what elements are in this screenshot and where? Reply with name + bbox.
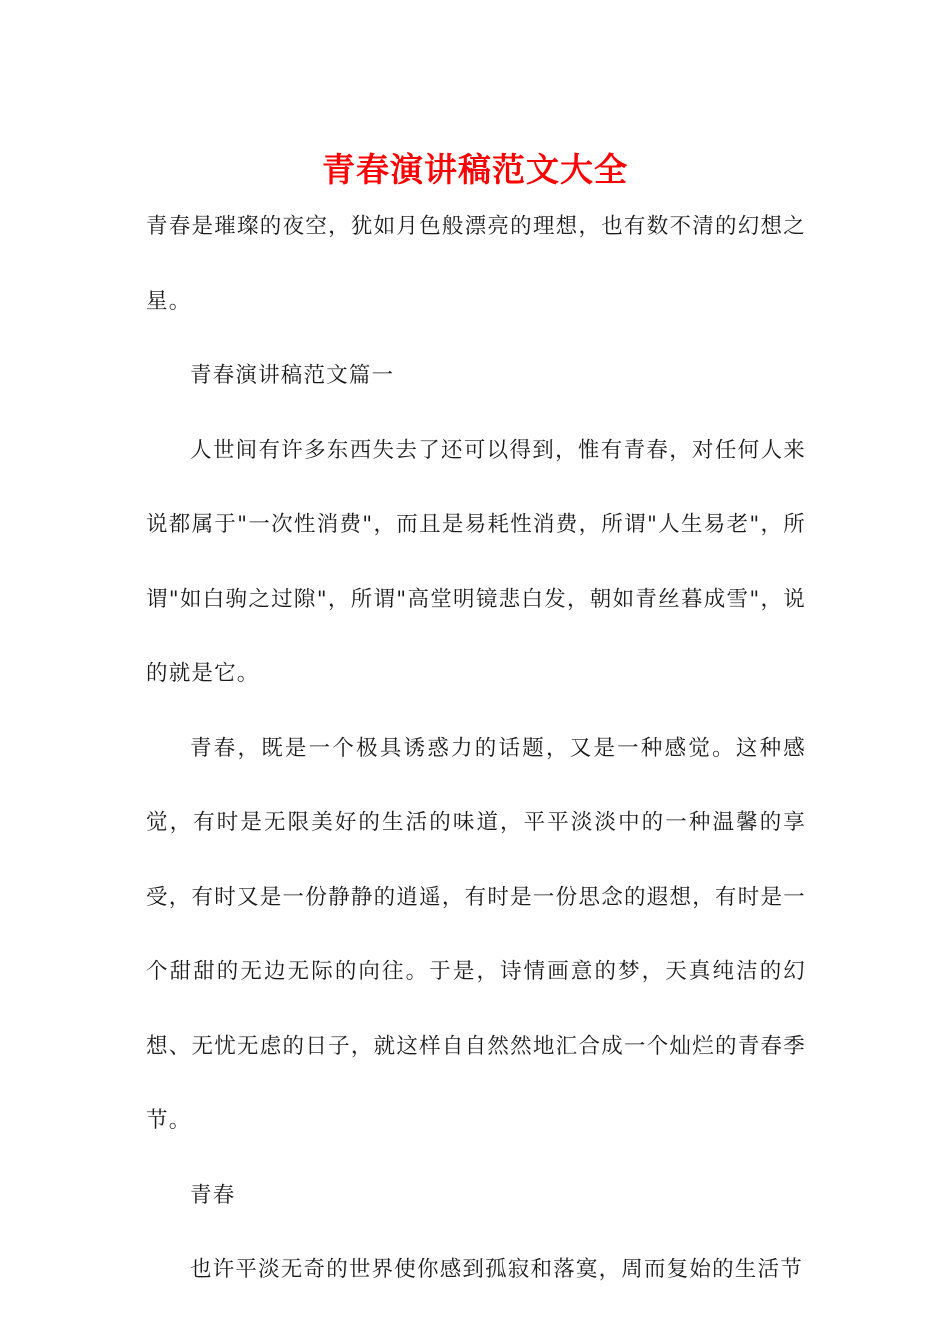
intro-paragraph: 青春是璀璨的夜空，犹如月色般漂亮的理想，也有数不清的幻想之星。: [146, 214, 806, 314]
section-heading: 青春演讲稿范文篇一: [190, 363, 395, 388]
body-paragraph: 也许平淡无奇的世界使你感到孤寂和落寞，周而复始的生活节: [190, 1257, 803, 1282]
document-body: [146, 190, 806, 1308]
body-paragraph: 青春，既是一个极具诱惑力的话题，又是一种感觉。这种感觉，有时是无限美好的生活的味道，平平淡淡中的一种温馨的享受，有时又是一份静静的逍遥，有时是一份思念的遐想，有时是一个甜甜的无边无际的向往。于是，诗情画意的梦，天真纯洁的幻想、无忧无虑的日子，就这样自自然然地汇合成一个灿烂的青春季节。: [146, 735, 806, 1133]
body-paragraph: 人世间有许多东西失去了还可以得到，惟有青春，对任何人来说都属于"一次性消费"，而且是易耗性消费，所谓"人生易老"，所谓"如白驹之过隙"，所谓"高堂明镜悲白发，朝如青丝暮成雪"，说的就是它。: [146, 437, 806, 686]
document-title: 青春演讲稿范文大全: [322, 150, 628, 189]
subheading: 青春: [190, 1182, 236, 1208]
